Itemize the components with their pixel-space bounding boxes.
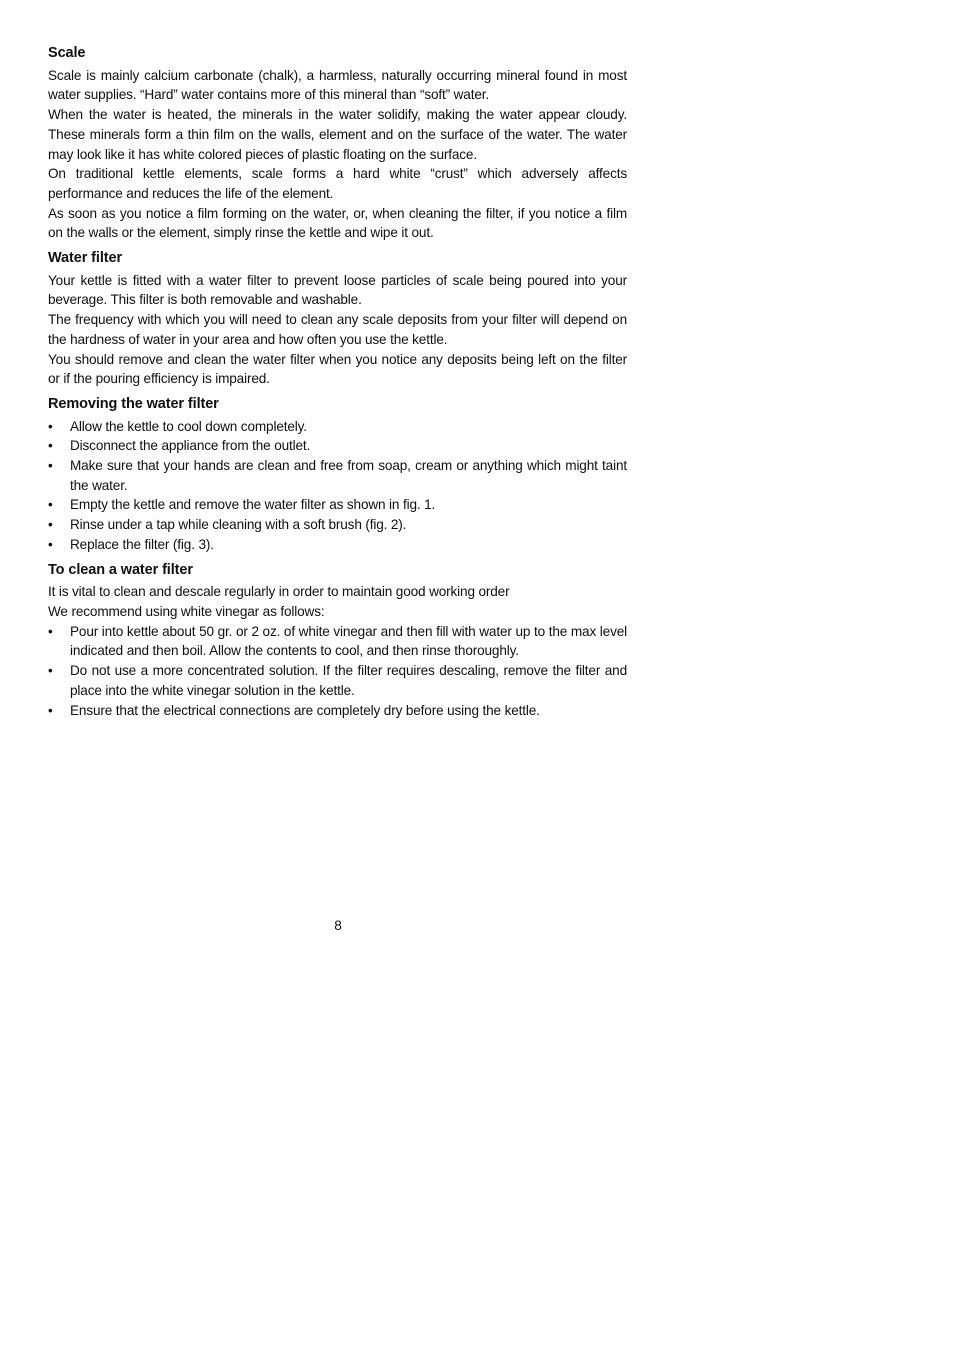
water-filter-paragraph-3: You should remove and clean the water filter when you notice any deposits being left on the filter or if the pouring efficiency is impaired.	[48, 351, 627, 387]
water-filter-paragraph-2: The frequency with which you will need to clean any scale deposits from your filter will depend on the hardness of water in your area and how often you use the kettle.	[48, 312, 627, 347]
bullet-icon: •	[48, 536, 53, 552]
removing-steps-list	[48, 417, 627, 555]
scale-paragraph-4: As soon as you notice a film forming on the water, or, when cleaning the filter, if you notice a film on the walls or the element, simply rinse the kettle and wipe it out.	[48, 205, 627, 241]
list-item	[48, 515, 627, 535]
list-item-text: Make sure that your hands are clean and free from soap, cream or anything which might taint the water.	[70, 458, 627, 493]
list-item-text: Rinse under a tap while cleaning with a soft brush (fig. 2).	[70, 517, 407, 533]
list-item-text: Allow the kettle to cool down completely.	[70, 418, 307, 434]
section-heading-water-filter: Water filter	[48, 250, 122, 267]
bullet-icon: •	[48, 458, 53, 474]
list-item	[48, 661, 627, 700]
section-scale	[48, 44, 627, 243]
water-filter-paragraph-1: Your kettle is fitted with a water filter to prevent loose particles of scale being poured into your beverage. This filter is both removable and washable.	[48, 272, 627, 308]
list-item-text: Pour into kettle about 50 gr. or 2 oz. of white vinegar and then fill with water up to the max level indicated and then boil. Allow the contents to cool, and then rinse thoroughly.	[70, 623, 627, 659]
bullet-icon: •	[48, 702, 53, 718]
list-item	[48, 417, 627, 437]
bullet-icon: •	[48, 418, 53, 434]
section-heading-removing-water-filter: Removing the water filter	[48, 395, 219, 412]
bullet-icon: •	[48, 517, 53, 533]
list-item	[48, 456, 627, 495]
list-item-text: Empty the kettle and remove the water filter as shown in fig. 1.	[70, 497, 436, 513]
bullet-icon: •	[48, 497, 53, 513]
scale-paragraph-2: When the water is heated, the minerals in the water solidify, making the water appear cloudy. These minerals form a thin film on the walls, element and on the surface of the water. The water may look like it has white colored pieces of plastic floating on the surface.	[48, 107, 627, 162]
manual-page	[48, 44, 627, 720]
bullet-icon: •	[48, 438, 53, 454]
list-item-text: Disconnect the appliance from the outlet.	[70, 438, 311, 454]
section-clean-water-filter	[48, 561, 627, 721]
scale-paragraph-1: Scale is mainly calcium carbonate (chalk), a harmless, naturally occurring mineral found in most water supplies. “Hard” water contains more of this mineral than “soft” water.	[48, 67, 627, 103]
list-item	[48, 701, 627, 721]
bullet-icon: •	[48, 663, 53, 679]
list-item	[48, 622, 627, 661]
section-removing-water-filter	[48, 395, 627, 555]
clean-filter-paragraph-2: We recommend using white vinegar as follows:	[48, 603, 325, 619]
list-item	[48, 436, 627, 456]
list-item-text: Replace the filter (fig. 3).	[70, 536, 214, 552]
clean-filter-paragraph-1: It is vital to clean and descale regularly in order to maintain good working order	[48, 584, 510, 600]
bullet-icon: •	[48, 623, 53, 639]
section-water-filter	[48, 249, 627, 389]
list-item-text: Ensure that the electrical connections are completely dry before using the kettle.	[70, 702, 540, 718]
page-number: 8	[334, 918, 342, 933]
list-item	[48, 535, 627, 555]
section-heading-scale: Scale	[48, 45, 86, 61]
scale-paragraph-3: On traditional kettle elements, scale forms a hard white “crust” which adversely affects performance and reduces the life of the element.	[48, 166, 627, 201]
list-item-text: Do not use a more concentrated solution. If the filter requires descaling, remove the filter and place into the white vinegar solution in the kettle.	[70, 663, 627, 698]
clean-steps-list	[48, 622, 627, 721]
section-heading-clean-water-filter: To clean a water filter	[48, 561, 193, 578]
list-item	[48, 495, 627, 515]
